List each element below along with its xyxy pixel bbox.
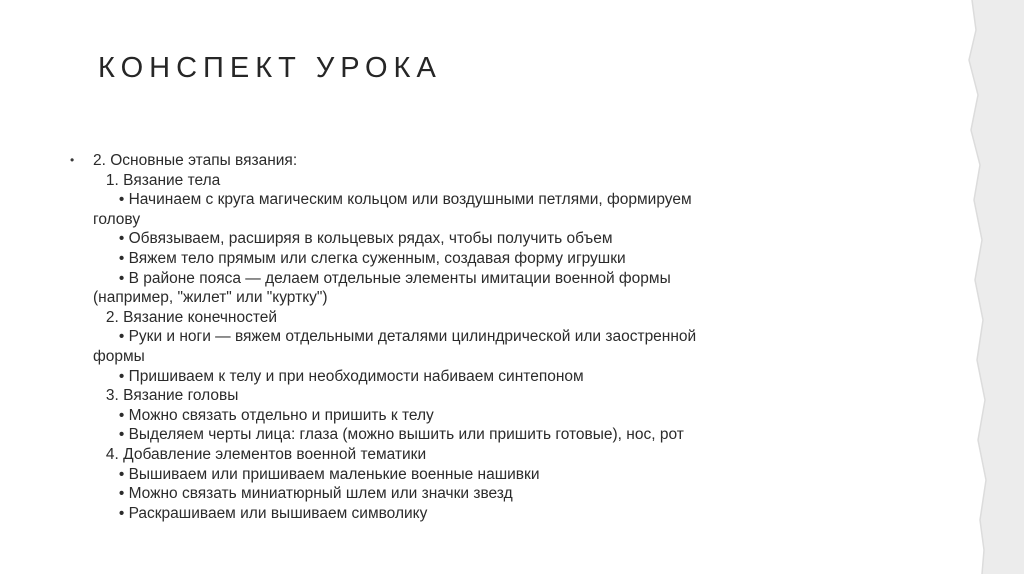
outline-line: • Начинаем с круга магическим кольцом или воздушными петлями, формируем (93, 191, 692, 209)
outline-line: • Руки и ноги — вяжем отдельными деталями цилиндрической или заостренной (93, 328, 697, 346)
outline-line: формы (93, 347, 145, 365)
slide-title: КОНСПЕКТ УРОКА (98, 52, 442, 84)
outline-line: 1. Вязание тела (93, 171, 221, 189)
outline-line: • Вяжем тело прямым или слегка суженным, создавая форму игрушки (93, 249, 626, 267)
outline-line: • Пришиваем к телу и при необходимости набиваем синтепоном (93, 367, 584, 385)
outline-line: • Обвязываем, расширяя в кольцевых рядах, чтобы получить объем (93, 230, 613, 248)
outline-line: • Выделяем черты лица: глаза (можно вышить или пришить готовые), нос, рот (93, 426, 684, 444)
outline-line: 4. Добавление элементов военной тематики (93, 445, 427, 463)
outline-line: • Вышиваем или пришиваем маленькие военные нашивки (93, 465, 540, 483)
outline-line: голову (93, 210, 141, 228)
outline-lines (93, 151, 870, 523)
outline-line: 2. Основные этапы вязания: (93, 152, 298, 169)
outline-line: (например, "жилет" или "куртку") (93, 289, 328, 307)
bullet-icon: • (70, 153, 75, 167)
outline-line: 2. Вязание конечностей (93, 308, 278, 326)
outline-line: 3. Вязание головы (93, 387, 239, 405)
outline-line: • Можно связать миниатюрный шлем или значки звезд (93, 485, 513, 503)
outline-bullet (70, 151, 870, 523)
torn-paper-edge (914, 0, 1024, 574)
outline-line: • В районе пояса — делаем отдельные элементы имитации военной формы (93, 269, 671, 287)
lesson-outline (70, 151, 870, 523)
outline-line: • Раскрашиваем или вышиваем символику (93, 504, 428, 522)
outline-line: • Можно связать отдельно и пришить к телу (93, 406, 434, 424)
